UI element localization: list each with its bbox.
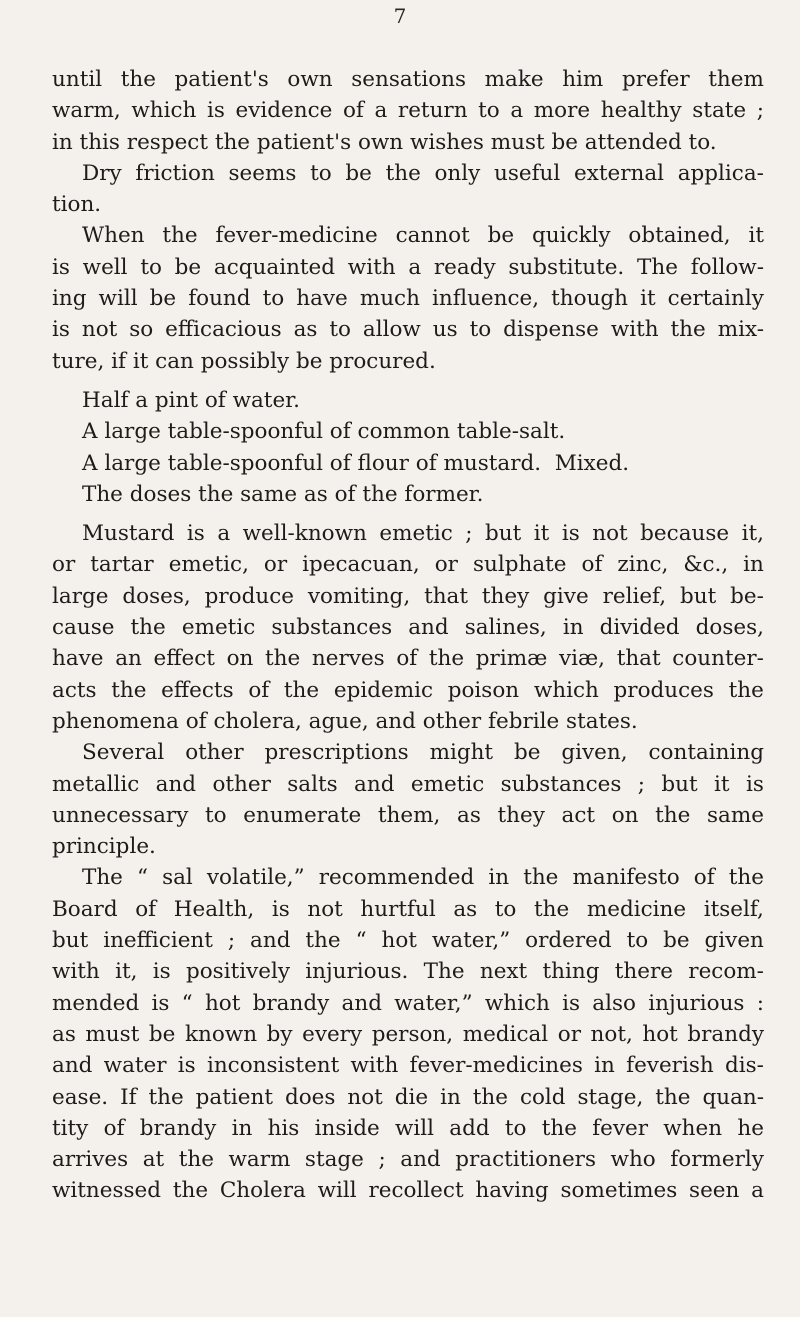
recipe-item: Half a pint of water. (82, 387, 300, 413)
text-line: is not so efficacious as to allow us to dispense with the mix- (52, 317, 764, 343)
body-text (52, 64, 764, 1207)
text-line: with it, is positively injurious. The next thing there recom- (52, 959, 764, 985)
text-line: Board of Health, is not hurtful as to the medicine itself, (52, 896, 764, 922)
paragraph-substitute (52, 220, 764, 376)
text-line: ing will be found to have much influence, though it certainly (52, 286, 764, 312)
text-line: tity of brandy in his inside will add to the fever when he (52, 1115, 764, 1141)
text-line: cause the emetic substances and salines, in divided doses, (52, 615, 764, 641)
text-line: The “ sal volatile,” recommended in the manifesto of the (82, 865, 764, 891)
spacer (52, 377, 764, 385)
recipe-dose-note: The doses the same as of the former. (82, 481, 484, 507)
text-line: Dry friction seems to be the only useful external applica- (82, 160, 764, 186)
text-line: Several other prescriptions might be given, containing (82, 740, 764, 766)
text-line: witnessed the Cholera will recollect having sometimes seen a (52, 1178, 764, 1204)
text-line: ease. If the patient does not die in the cold stage, the quan- (52, 1084, 764, 1110)
text-line: in this respect the patient's own wishes must be attended to. (52, 129, 717, 155)
text-line: or tartar emetic, or ipecacuan, or sulphate of zinc, &c., in (52, 552, 764, 578)
text-line: have an effect on the nerves of the primæ viæ, that counter- (52, 646, 764, 672)
text-line: large doses, produce vomiting, that they give relief, but be- (52, 583, 764, 609)
text-line: warm, which is evidence of a return to a more healthy state ; (52, 98, 764, 124)
recipe-item: A large table-spoonful of common table-salt. (82, 419, 566, 445)
paragraph-sal-volatile (52, 862, 764, 1206)
text-line: mended is “ hot brandy and water,” which is also injurious : (52, 990, 764, 1016)
text-line: metallic and other salts and emetic substances ; but it is (52, 771, 764, 797)
text-line: ture, if it can possibly be procured. (52, 348, 436, 374)
recipe-list (52, 385, 764, 510)
text-line: tion. (52, 192, 102, 218)
text-line: is well to be acquainted with a ready substitute. The follow- (52, 254, 764, 280)
text-line: When the fever-medicine cannot be quickly obtained, it (82, 223, 764, 249)
spacer (52, 510, 764, 518)
text-line: acts the effects of the epidemic poison which produces the (52, 677, 764, 703)
text-line: and water is inconsistent with fever-medicines in feverish dis- (52, 1053, 764, 1079)
text-line: as must be known by every person, medical or not, hot brandy (52, 1021, 764, 1047)
page-number: 7 (393, 4, 407, 28)
text-line: phenomena of cholera, ague, and other febrile states. (52, 708, 638, 734)
text-line: principle. (52, 834, 156, 860)
text-line: until the patient's own sensations make him prefer them (52, 67, 764, 92)
text-line: unnecessary to enumerate them, as they act on the same (52, 802, 764, 828)
text-line: but inefficient ; and the “ hot water,” ordered to be given (52, 928, 764, 954)
paragraph-prescriptions (52, 737, 764, 862)
paragraph-mustard (52, 518, 764, 737)
text-line: Mustard is a well-known emetic ; but it is not because it, (82, 521, 764, 547)
text-line: arrives at the warm stage ; and practitioners who formerly (52, 1147, 764, 1173)
paragraph-continuation (52, 64, 764, 158)
paragraph-dry-friction (52, 158, 764, 221)
recipe-item: A large table-spoonful of flour of mustard. Mixed. (82, 450, 630, 476)
